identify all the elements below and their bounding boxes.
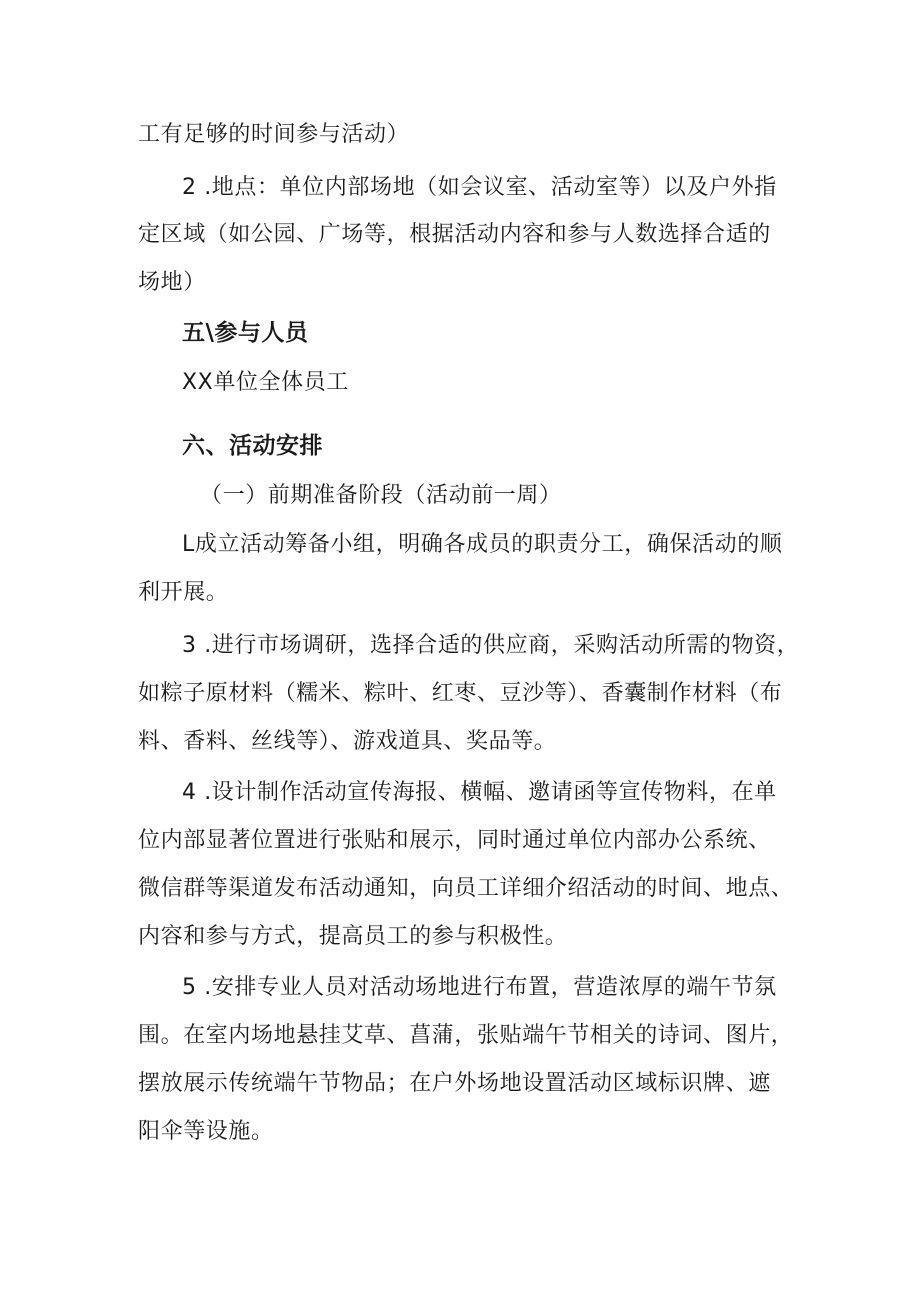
paragraph-line: 5 .安排专业人员对活动场地进行布置，营造浓厚的端午节氛 — [182, 975, 777, 1000]
paragraph-line: L成立活动筹备小组，明确各成员的职责分工，确保活动的顺 — [182, 532, 783, 557]
paragraph-line: 工有足够的时间参与活动） — [138, 122, 410, 147]
paragraph-line: 阳伞等设施。 — [138, 1119, 274, 1144]
section-heading: 五\参与人员 — [182, 320, 309, 346]
subsection-heading: （一）前期准备阶段（活动前一周） — [200, 483, 562, 508]
paragraph-line: 料、香料、丝线等）、游戏道具、奖品等。 — [138, 729, 557, 754]
paragraph-line: 微信群等渠道发布活动通知，向员工详细介绍活动的时间、地点、 — [138, 876, 794, 901]
paragraph-line: 围。在室内场地悬挂艾草、菖蒲，张贴端午节相关的诗词、图片， — [138, 1023, 794, 1048]
paragraph-line: 利开展。 — [138, 580, 229, 605]
paragraph-line: 4 .设计制作活动宣传海报、横幅、邀请函等宣传物料，在单 — [182, 780, 777, 805]
paragraph-line: 场地） — [138, 270, 206, 295]
paragraph-line: 3 .进行市场调研，选择合适的供应商，采购活动所需的物资， — [182, 633, 800, 658]
paragraph-line: 内容和参与方式，提高员工的参与积极性。 — [138, 924, 568, 949]
paragraph-line: 2 .地点：单位内部场地（如会议室、活动室等）以及户外指 — [182, 175, 777, 200]
paragraph-line: 如粽子原材料（糯米、粽叶、红枣、豆沙等）、香囊制作材料（布 — [138, 681, 783, 706]
section-heading: 六、活动安排 — [182, 433, 323, 459]
paragraph-line: 摆放展示传统端午节物品；在户外场地设置活动区域标识牌、遮 — [138, 1071, 771, 1096]
paragraph-line: XX单位全体员工 — [182, 370, 349, 395]
paragraph-line: 定区域（如公园、广场等，根据活动内容和参与人数选择合适的 — [138, 222, 771, 247]
paragraph-line: 位内部显著位置进行张贴和展示，同时通过单位内部办公系统、 — [138, 828, 771, 853]
